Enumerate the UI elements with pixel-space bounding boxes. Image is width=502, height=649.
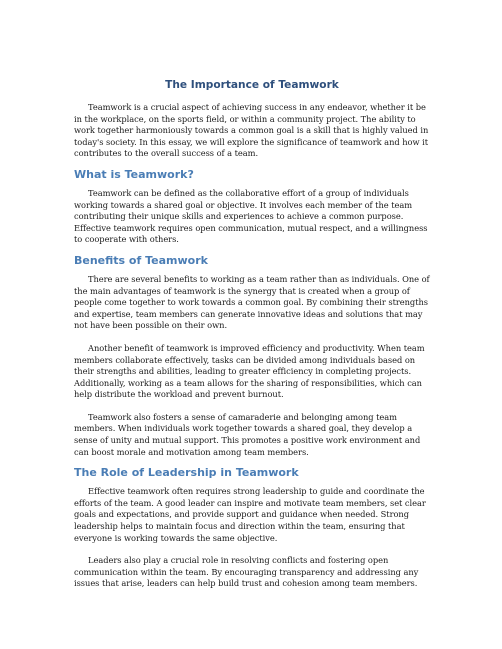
- section-heading-benefits: Benefits of Teamwork: [74, 253, 208, 267]
- section-heading-what-is-teamwork: What is Teamwork?: [74, 167, 194, 181]
- section-paragraph: Teamwork also fosters a sense of camaraderie and belonging among team members. When individuals work together towards a shared goal, they develop a sense of unity and mutual support. This promotes a positive work environment and can boost morale and motivation among team members.: [74, 411, 421, 457]
- section-paragraph: There are several benefits to working as a team rather than as individuals. One of the main advantages of teamwork is the synergy that is created when a group of people come together to work towards a common goal. By combining their strengths and expertise, team members can generate innovative ideas and solutions that may not have been possible on their own.: [74, 273, 430, 331]
- document-title: The Importance of Teamwork: [165, 79, 339, 91]
- document-page: [74, 78, 430, 590]
- section-paragraph: Another benefit of teamwork is improved efficiency and productivity. When team members collaborate effectively, tasks can be divided among individuals based on their strengths and abilities, leading to greater efficiency in completing projects. Additionally, working as a team allows for the sharing of responsibilities, which can help distribute the workload and prevent burnout.: [74, 342, 425, 400]
- section-heading-leadership: The Role of Leadership in Teamwork: [74, 466, 299, 480]
- section-paragraph: Teamwork can be defined as the collaborative effort of a group of individuals working towards a shared goal or objective. It involves each member of the team contributing their unique skills and experiences to achieve a common purpose. Effective teamwork requires open communication, mutual respect, and a willingness to cooperate with others.: [74, 187, 428, 245]
- section-paragraph: Effective teamwork often requires strong leadership to guide and coordinate the efforts of the team. A good leader can inspire and motivate team members, set clear goals and expectations, and provide support and guidance when needed. Strong leadership helps to maintain focus and direction within the team, ensuring that everyone is working towards the same objective.: [74, 486, 426, 543]
- intro-paragraph: Teamwork is a crucial aspect of achieving success in any endeavor, whether it be in the workplace, on the sports field, or within a community project. The ability to work together harmoniously towards a common goal is a skill that is highly valued in today's society. In this essay, we will explore the significance of teamwork and how it contributes to the overall success of a team.: [74, 102, 429, 159]
- section-paragraph: Leaders also play a crucial role in resolving conflicts and fostering open communication within the team. By encouraging transparency and addressing any issues that arise, leaders can help build trust and cohesion among team members.: [74, 555, 419, 589]
